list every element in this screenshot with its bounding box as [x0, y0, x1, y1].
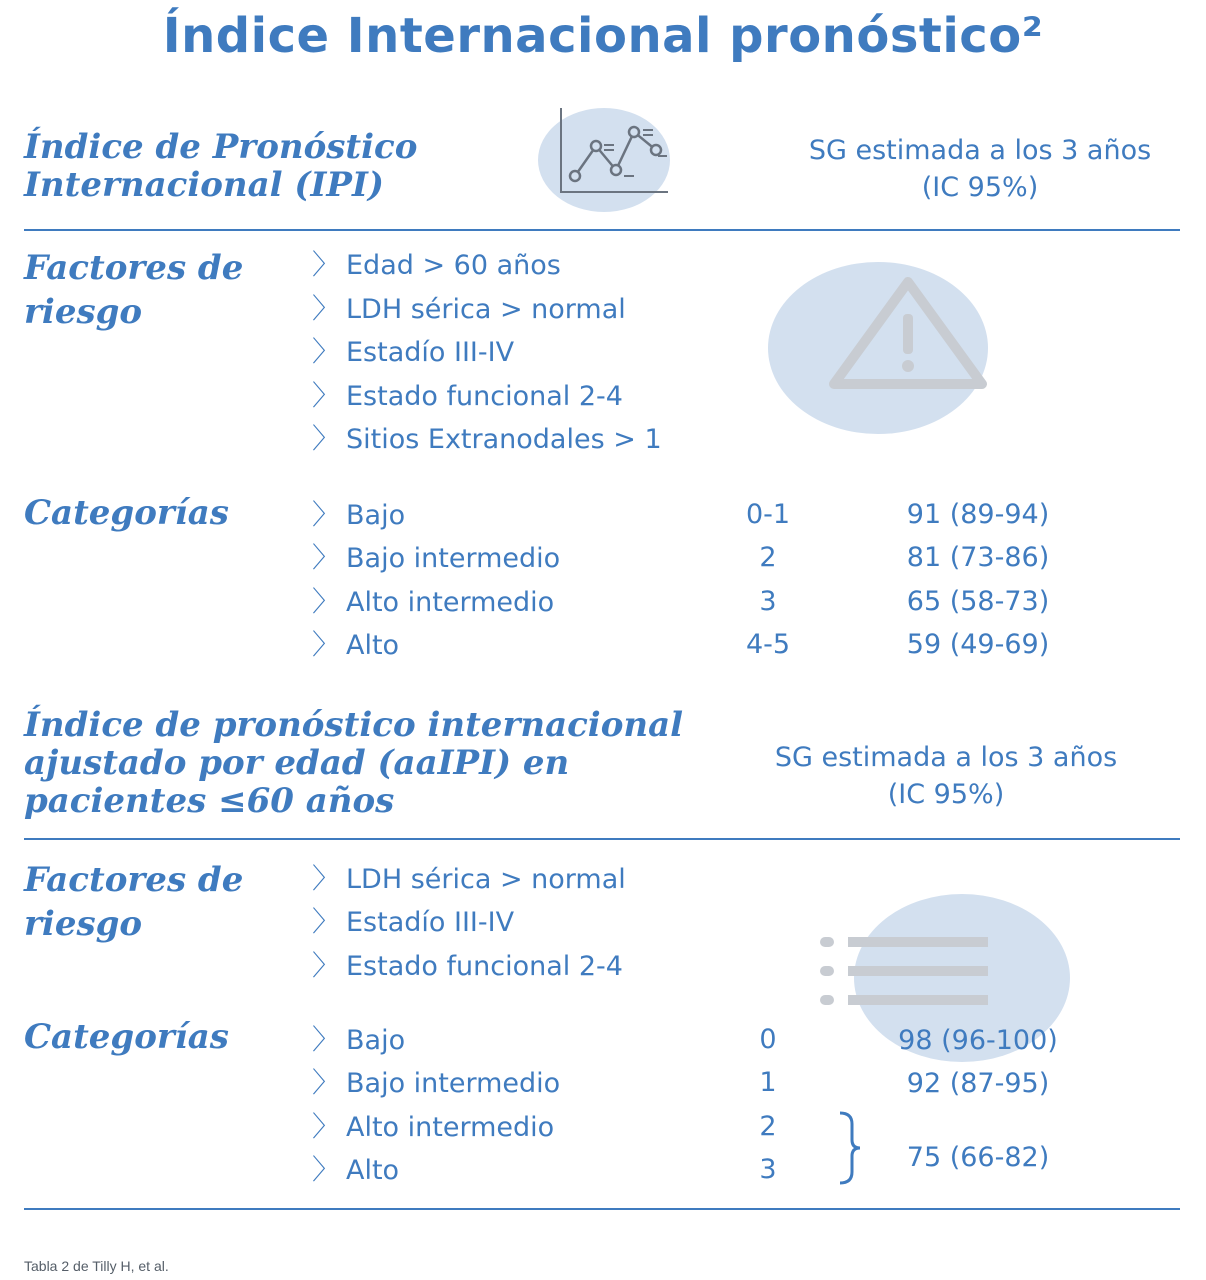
- chevron-right-icon: 〉: [312, 1153, 341, 1186]
- factor-text: Estado funcional 2-4: [346, 951, 623, 982]
- list-item: [312, 907, 514, 938]
- footer-citation: Tabla 2 de Tilly H, et al.: [24, 1258, 169, 1274]
- aaipi-heading-line3: pacientes ≤60 años: [24, 781, 395, 821]
- aaipi-sg-line1: SG estimada a los 3 años: [774, 742, 1118, 773]
- category-sg: 59 (49-69): [906, 629, 1050, 660]
- table-row: [312, 630, 399, 661]
- factor-text: LDH sérica > normal: [346, 864, 626, 895]
- grouped-sg: 75 (66-82): [906, 1142, 1050, 1173]
- list-item: [312, 424, 662, 455]
- chevron-right-icon: 〉: [312, 335, 341, 368]
- ipi-factors-label-line2: riesgo: [24, 292, 143, 332]
- aaipi-heading: [24, 706, 683, 820]
- brace-icon: [834, 1110, 864, 1186]
- table-row: [312, 543, 560, 574]
- factor-text: Sitios Extranodales > 1: [346, 424, 662, 455]
- table-row: [312, 1155, 399, 1186]
- aaipi-heading-line1: Índice de pronóstico internacional: [24, 705, 684, 745]
- category-name: Bajo: [346, 500, 406, 531]
- chevron-right-icon: 〉: [312, 248, 341, 281]
- divider: [24, 1208, 1180, 1210]
- aaipi-factors-label: [24, 858, 243, 946]
- factor-text: LDH sérica > normal: [346, 294, 626, 325]
- table-row: [312, 1068, 560, 1099]
- category-name: Bajo intermedio: [346, 1068, 561, 1099]
- category-name: Alto: [346, 630, 400, 661]
- ipi-factors-label-line1: Factores de: [24, 248, 244, 288]
- ipi-heading-line2: Internacional (IPI): [24, 165, 384, 205]
- table-row: [312, 1025, 405, 1056]
- factor-text: Edad > 60 años: [346, 250, 561, 281]
- factor-text: Estadío III-IV: [346, 337, 515, 368]
- chevron-right-icon: 〉: [312, 292, 341, 325]
- aaipi-sg-line2: (IC 95%): [887, 779, 1005, 810]
- list-item: [312, 381, 623, 412]
- chevron-right-icon: 〉: [312, 422, 341, 455]
- table-row: [312, 1112, 554, 1143]
- line-chart-icon: [530, 104, 680, 216]
- ipi-heading-line1: Índice de Pronóstico: [24, 127, 418, 167]
- category-score: 4-5: [745, 629, 791, 660]
- aaipi-categories-label: Categorías: [24, 1017, 229, 1057]
- category-name: Alto: [346, 1155, 400, 1186]
- list-item: [312, 951, 623, 982]
- aaipi-factors-label-line1: Factores de: [24, 860, 244, 900]
- category-sg: 81 (73-86): [906, 542, 1050, 573]
- table-row: [312, 500, 405, 531]
- category-score: 2: [759, 542, 777, 573]
- category-name: Alto intermedio: [346, 587, 555, 618]
- ipi-categories-label: Categorías: [24, 493, 229, 533]
- factor-text: Estadío III-IV: [346, 907, 515, 938]
- chevron-right-icon: 〉: [312, 949, 341, 982]
- chevron-right-icon: 〉: [312, 1066, 341, 1099]
- category-score: 1: [759, 1067, 777, 1098]
- category-name: Alto intermedio: [346, 1112, 555, 1143]
- category-score: 3: [759, 586, 777, 617]
- aaipi-heading-line2: ajustado por edad (aaIPI) en: [24, 743, 570, 783]
- category-score: 3: [759, 1154, 777, 1185]
- aaipi-factors-label-line2: riesgo: [24, 904, 143, 944]
- ipi-sg-header: [770, 132, 1190, 206]
- factor-text: Estado funcional 2-4: [346, 381, 623, 412]
- list-item: [312, 294, 626, 325]
- category-sg: 91 (89-94): [906, 499, 1050, 530]
- warning-icon: [768, 262, 998, 434]
- chevron-right-icon: 〉: [312, 541, 341, 574]
- category-name: Bajo: [346, 1025, 406, 1056]
- category-name: Bajo intermedio: [346, 543, 561, 574]
- list-item: [312, 250, 561, 281]
- table-row: [312, 587, 554, 618]
- chevron-right-icon: 〉: [312, 862, 341, 895]
- chevron-right-icon: 〉: [312, 585, 341, 618]
- category-score: 0-1: [745, 499, 791, 530]
- divider: [24, 838, 1180, 840]
- page-title: Índice Internacional pronóstico²: [162, 8, 1044, 64]
- chevron-right-icon: 〉: [312, 498, 341, 531]
- chevron-right-icon: 〉: [312, 379, 341, 412]
- category-sg: 92 (87-95): [906, 1068, 1050, 1099]
- category-score: 2: [759, 1111, 777, 1142]
- ipi-heading: [24, 128, 417, 204]
- category-sg: 65 (58-73): [906, 586, 1050, 617]
- chevron-right-icon: 〉: [312, 628, 341, 661]
- ipi-factors-label: [24, 246, 243, 334]
- chevron-right-icon: 〉: [312, 905, 341, 938]
- category-score: 0: [759, 1024, 777, 1055]
- aaipi-sg-header: [736, 739, 1156, 813]
- chevron-right-icon: 〉: [312, 1110, 341, 1143]
- chevron-right-icon: 〉: [312, 1023, 341, 1056]
- category-sg: 98 (96-100): [898, 1025, 1058, 1056]
- list-item: [312, 337, 514, 368]
- ipi-sg-line2: (IC 95%): [921, 172, 1039, 203]
- list-item: [312, 864, 626, 895]
- ipi-sg-line1: SG estimada a los 3 años: [808, 135, 1152, 166]
- divider: [24, 229, 1180, 231]
